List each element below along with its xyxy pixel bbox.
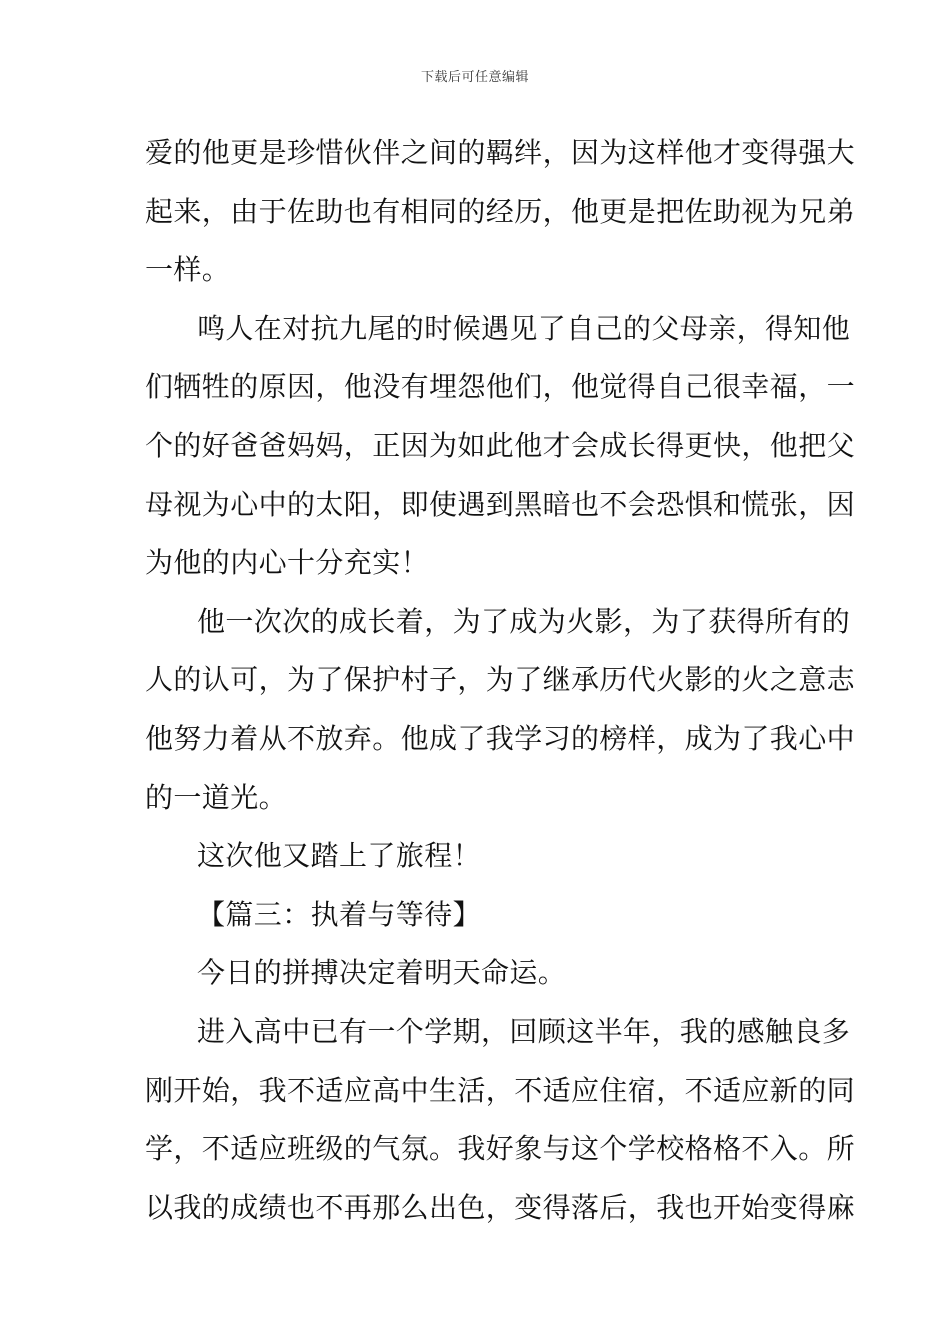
text-line: 个的好爸爸妈妈，正因为如此他才会成长得更快，他把父: [145, 428, 856, 462]
text-line: 鸣人在对抗九尾的时候遇见了自己的父母亲，得知他: [197, 311, 851, 345]
text-line: 刚开始，我不适应高中生活，不适应住宿，不适应新的同: [145, 1073, 856, 1107]
text-line: 进入高中已有一个学期，回顾这半年，我的感触良多: [197, 1014, 851, 1048]
text-line: 们牺牲的原因，他没有埋怨他们，他觉得自己很幸福，一: [145, 370, 856, 404]
text-line: 今日的拼搏决定着明天命运。: [197, 956, 567, 990]
text-line: 为他的内心十分充实！: [145, 546, 430, 580]
text-line: 以我的成绩也不再那么出色，变得落后，我也开始变得麻: [145, 1190, 856, 1224]
text-line: 学，不适应班级的气氛。我好象与这个学校格格不入。所: [145, 1132, 856, 1166]
text-line: 爱的他更是珍惜伙伴之间的羁绊，因为这样他才变得强大: [145, 136, 856, 169]
text-line: 的一道光。: [145, 780, 288, 814]
text-line: 他一次次的成长着，为了成为火影，为了获得所有的: [197, 604, 851, 638]
text-line: 【篇三：执着与等待】: [197, 897, 482, 931]
page-header: 下载后可任意编辑: [420, 70, 529, 85]
text-line: 母视为心中的太阳，即使遇到黑暗也不会恐惧和慌张，因: [145, 487, 856, 521]
text-line: 这次他又踏上了旅程！: [197, 839, 482, 873]
text-line: 他努力着从不放弃。他成了我学习的榜样，成为了我心中: [145, 721, 856, 755]
document-body: [145, 128, 856, 1241]
text-line: 起来，由于佐助也有相同的经历，他更是把佐助视为兄弟: [145, 194, 856, 228]
text-line: 一样。: [145, 253, 231, 287]
text-line: 人的认可，为了保护村子，为了继承历代火影的火之意志: [145, 663, 856, 697]
